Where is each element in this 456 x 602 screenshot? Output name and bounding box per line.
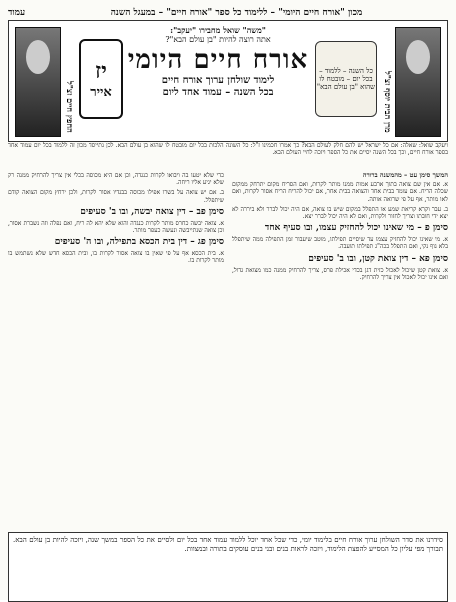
rabbi-portrait-left (15, 27, 61, 137)
column-right-label: המשך סימן עט – מהמשנה ברורה (362, 172, 448, 179)
date-number: יז (95, 58, 107, 84)
content-columns (8, 172, 448, 524)
paragraph: א. צואה יבשה כחרס מותר לקרות כנגדה והוא שלא יהא לה ריח, ואם נפלה וזה נשברת אסור, וכן צואה שנתייבשה ונעשה כעפר מותר. (8, 219, 224, 235)
column-right (232, 172, 448, 524)
section-heading: סימן פא – דין צואת קטן, ובו ב' סעיפים (308, 253, 448, 264)
paragraph: א. בית הכסא אף על פי שאין בו צואה אסור לקרות בו, ובית הכסא חדש שלא נשתמש בו מותר לקרות בו. (8, 250, 224, 265)
paragraph: ב. אם יש צואה על בשרו אפילו מכוסה בבגדיו אסור לקרות, ולכן ירחץ מקום הצואה קודם שיתפלל. (8, 189, 224, 204)
intro-text: ויעקב שואל: שאלה: אם כל ישראל יש להם חלק לעולם הבא? כך אמרו חכמינו ז"ל: כל השונה הלכות בכל יום מובטח לו שהוא בן עולם הבא. לכן נתייסד מכון זה ללמוד בכל יום עמוד אחד בספר אורח חיים, וכך בכל השנה יסיים את כל הספר ויזכה לחיי העולם הבא. (8, 142, 448, 156)
page-label: עמוד (8, 7, 26, 18)
paragraph: כדי שלא יטעו בה ויבואו לקרות כנגדה, וכן אם היא מכוסה בכלי אין צריך להרחיק ממנה רק שלא יגיע אליו ריחה. (8, 172, 224, 187)
top-line (8, 4, 448, 20)
section-heading: סימן פג – דין בית הכסא בתפילה, ובו ה' סעיפים (54, 237, 224, 248)
subtitle-answer: אתה רוצה להיות "בן עולם הבא"? (165, 35, 271, 44)
section-heading: סימן פב – דין צואה יבשה, ובו ב' סעיפים (80, 206, 224, 217)
rabbi-portrait-right (395, 27, 441, 137)
tagline-2: בכל השנה – עמוד אחד ליום (162, 87, 274, 98)
column-left (8, 172, 224, 524)
rabbi-name-right: מרן הבית יוסף זצ"ל (383, 71, 393, 133)
top-line-text: מכון "אורח חיים היומי" – ללימוד כל ספר "אורח חיים" – במעגל השנה (110, 7, 363, 18)
paragraph: א. אם אין שם צואה בתוך ארבע אמות ממנו מותר לקרות, ואם הסריח מקום יתרחק ממקום שכלה הריח. אם עומד בבית אחד והצואה בבית אחר, אם יכול להריח הריח אסור לקרות, ואם לאו מותר, אף על פי שרואה אותה. (232, 181, 448, 203)
section-heading: סימן פ – מי שאינו יכול להחזיק עצמו, ובו סעיף אחד (264, 223, 448, 234)
title-block (127, 25, 309, 99)
subtitle-question: "משה" שואל מחבירו "יעקב": (170, 25, 266, 35)
paragraph: א. צואת קטן שיכול לאכול כזית דגן בכדי אכילת פרס, צריך להרחיק ממנה כמו מצואת גדול, ואם אינו יכול לאכול אין צריך להרחיק. (232, 266, 448, 281)
date-month: אייר (90, 85, 112, 100)
rabbi-name-left: החפץ חיים זצ"ל (65, 81, 75, 133)
paragraph: א. מי שאינו יכול להחזיק עצמו עד שיסיים תפילתו, מוטב שיעבור זמן התפילה ממה שיתפלל בלא גוף נקי, ואם התפלל בכה"ג תפילתו תועבה. (232, 236, 448, 251)
header-banner (8, 20, 448, 142)
footer-note: סידרנו את סדר השולחן ערוך אורח חיים בלימוד יומי, כדי שכל אחד יוכל ללמוד עמוד אחד בכל יום ולסיים את כל הספר במשך שנה, ויזכה להיות בן עולם הבא. תבורך מפי עליון כל המסייע להפצת הלימוד, ויזכה לראות בנים ובני בנים עוסקים בתורה ובמצוות. (8, 532, 448, 602)
tagline-1: לימוד שולחן ערוך אורח חיים (161, 75, 275, 86)
scroll-box: כל השנה – ללמוד – בכל יום – מובטח לו שהוא "בן עולם הבא" (315, 41, 377, 117)
date-box (79, 39, 123, 119)
page-title: אורח חיים היומי (127, 45, 309, 75)
paragraph: ב. עבר וקרא קריאת שמע או התפלל במקום שיש בו צואה, אם היה יכול לברר ולא ביררה לא יצא ידי חובתו וצריך לחזור ולקרות, ואם לא היה יכול לברר יצא. (232, 205, 448, 221)
